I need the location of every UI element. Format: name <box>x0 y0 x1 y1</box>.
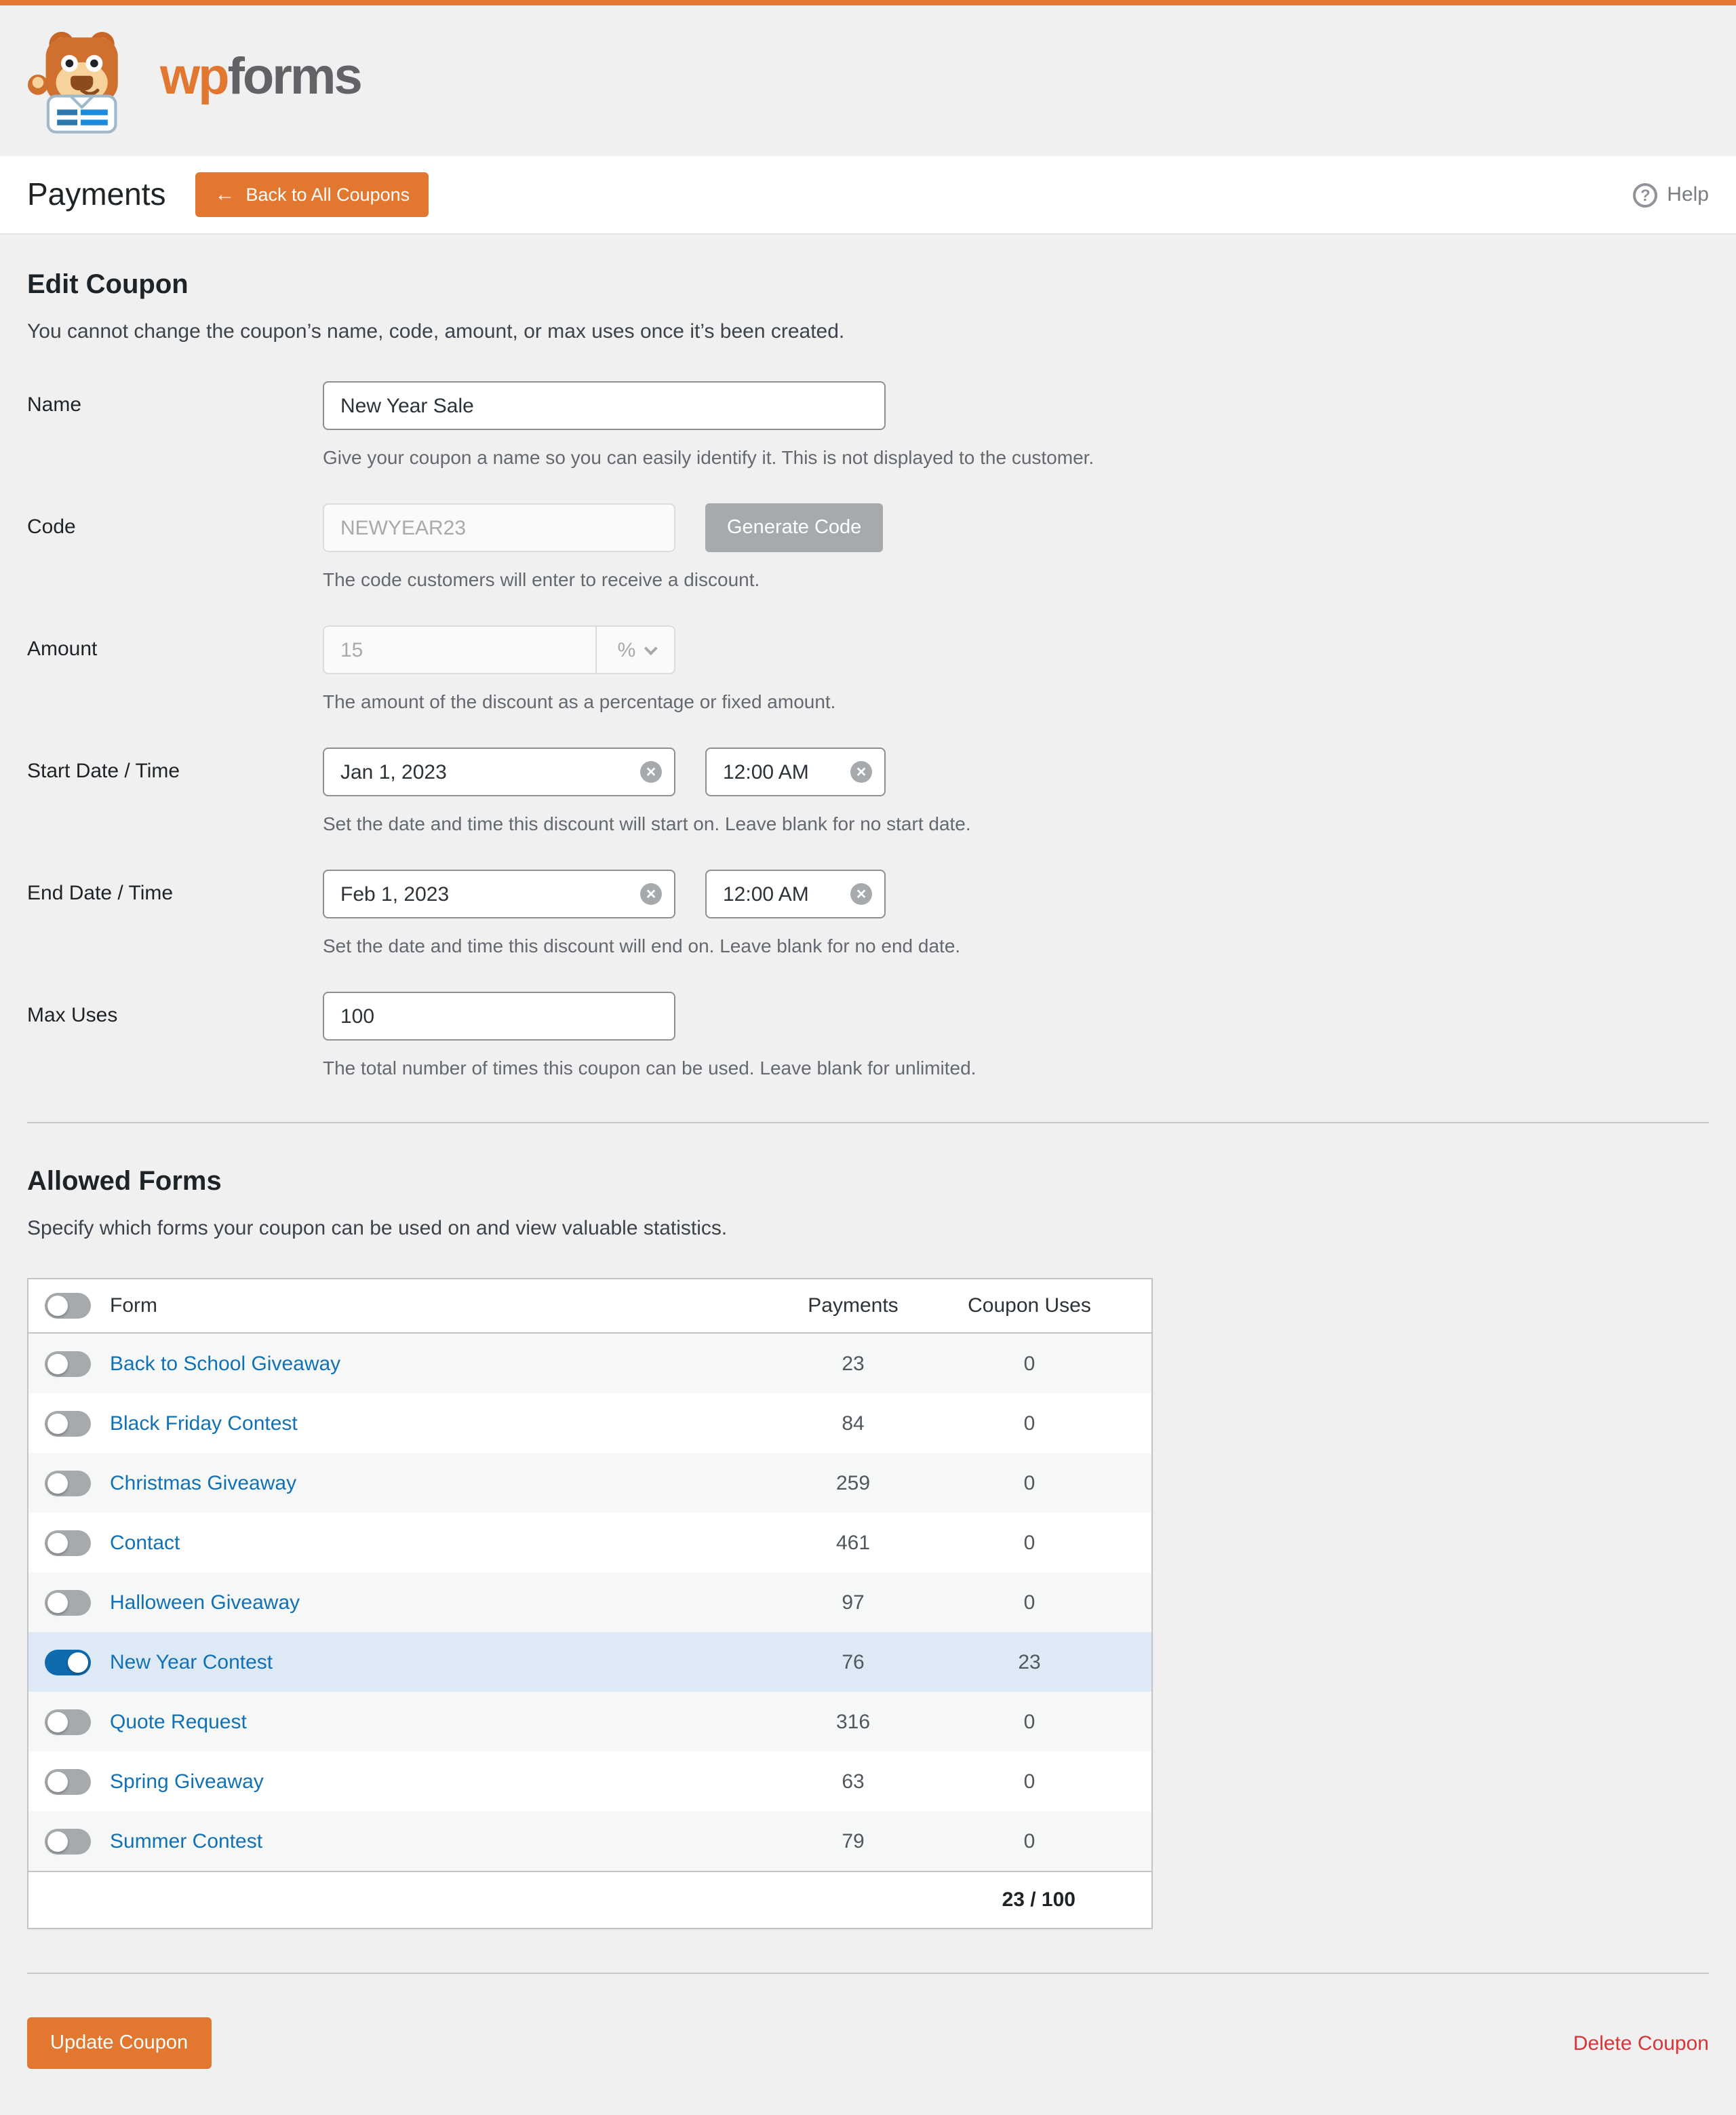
table-row <box>28 1393 1151 1453</box>
edit-coupon-description: You cannot change the coupon’s name, code, amount, or max uses once it’s been created. <box>27 320 845 343</box>
help-link[interactable] <box>1633 182 1709 207</box>
coupon-uses-count: 0 <box>1023 1710 1035 1733</box>
table-row <box>28 1632 1151 1692</box>
payments-count: 84 <box>842 1412 865 1435</box>
form-toggle[interactable] <box>45 1530 91 1555</box>
start-date-input[interactable] <box>323 748 675 796</box>
form-toggle[interactable] <box>45 1470 91 1496</box>
coupon-uses-count: 0 <box>1023 1829 1035 1852</box>
coupon-uses-count: 0 <box>1023 1531 1035 1554</box>
generate-code-button: Generate Code <box>705 503 883 552</box>
code-input <box>323 503 675 552</box>
form-link[interactable]: Summer Contest <box>110 1829 263 1852</box>
page-title: Payments <box>27 176 166 212</box>
coupon-uses-count: 0 <box>1023 1591 1035 1614</box>
coupon-uses-count: 23 <box>1018 1650 1041 1673</box>
clear-end-time-icon[interactable]: × <box>850 883 872 905</box>
max-uses-row <box>27 992 1709 1079</box>
edit-coupon-title: Edit Coupon <box>27 270 189 300</box>
table-row <box>28 1513 1151 1572</box>
payments-count: 76 <box>842 1650 865 1673</box>
coupon-uses-count: 0 <box>1023 1471 1035 1494</box>
amount-row <box>27 625 1709 712</box>
top-accent-bar <box>0 0 1736 5</box>
column-header-form: Form <box>110 1294 157 1317</box>
chevron-down-icon <box>644 641 657 655</box>
table-row <box>28 1811 1151 1871</box>
start-datetime-row <box>27 748 1709 834</box>
form-link[interactable]: Christmas Giveaway <box>110 1471 297 1494</box>
table-row <box>28 1453 1151 1513</box>
table-row <box>28 1692 1151 1751</box>
allowed-forms-table <box>27 1278 1153 1929</box>
coupon-uses-count: 0 <box>1023 1770 1035 1793</box>
amount-unit-select <box>595 627 674 673</box>
column-header-payments: Payments <box>808 1294 899 1317</box>
form-toggle[interactable] <box>45 1589 91 1615</box>
form-link[interactable]: Back to School Giveaway <box>110 1352 341 1375</box>
bear-mascot-icon <box>27 28 141 134</box>
name-helper: Give your coupon a name so you can easily identify it. This is not displayed to the customer. <box>323 446 1094 468</box>
form-toggle[interactable] <box>45 1709 91 1734</box>
start-label: Start Date / Time <box>27 760 180 783</box>
name-input[interactable] <box>323 381 886 430</box>
delete-coupon-link[interactable]: Delete Coupon <box>1573 2032 1709 2055</box>
max-uses-helper: The total number of times this coupon can be used. Leave blank for unlimited. <box>323 1057 976 1079</box>
form-toggle[interactable] <box>45 1410 91 1436</box>
toolbar <box>0 156 1736 235</box>
name-label: Name <box>27 393 82 416</box>
form-link[interactable]: Spring Giveaway <box>110 1770 264 1793</box>
payments-count: 316 <box>835 1710 871 1733</box>
amount-helper: The amount of the discount as a percentage or fixed amount. <box>323 691 836 712</box>
clear-start-time-icon[interactable]: × <box>850 761 872 783</box>
logo-header <box>0 5 1736 156</box>
max-uses-input[interactable] <box>323 992 675 1041</box>
table-footer-row <box>28 1871 1151 1928</box>
coupon-uses-count: 0 <box>1023 1352 1035 1375</box>
start-helper: Set the date and time this discount will start on. Leave blank for no start date. <box>323 813 971 834</box>
help-label: Help <box>1667 183 1709 206</box>
forms-table-body <box>28 1334 1151 1871</box>
clear-end-date-icon[interactable]: × <box>640 883 662 905</box>
help-icon: ? <box>1633 182 1657 207</box>
update-coupon-button[interactable]: Update Coupon <box>27 2017 211 2069</box>
payments-count: 23 <box>842 1352 865 1375</box>
payments-count: 63 <box>842 1770 865 1793</box>
back-button-label: Back to All Coupons <box>245 185 410 205</box>
back-arrow-icon: ← <box>214 183 235 206</box>
payments-count: 259 <box>835 1471 871 1494</box>
end-datetime-row <box>27 870 1709 956</box>
amount-input: 15 <box>340 638 363 661</box>
wordmark <box>160 48 361 111</box>
form-link[interactable]: Black Friday Contest <box>110 1412 298 1435</box>
footer-actions <box>27 2017 1709 2115</box>
toggle-all-forms[interactable] <box>45 1293 91 1319</box>
back-to-all-coupons-button[interactable] <box>196 172 429 217</box>
max-uses-label: Max Uses <box>27 1004 118 1027</box>
form-toggle[interactable] <box>45 1768 91 1794</box>
form-toggle[interactable] <box>45 1828 91 1854</box>
wpforms-logo <box>27 28 361 134</box>
code-label: Code <box>27 516 76 539</box>
form-link[interactable]: Halloween Giveaway <box>110 1591 300 1614</box>
table-row <box>28 1334 1151 1393</box>
wordmark-wp: wp <box>160 48 228 105</box>
allowed-forms-description: Specify which forms your coupon can be used on and view valuable statistics. <box>27 1217 728 1240</box>
end-date-input[interactable] <box>323 870 675 918</box>
table-header-row <box>28 1279 1151 1334</box>
end-helper: Set the date and time this discount will end on. Leave blank for no end date. <box>323 935 961 956</box>
amount-unit-value: % <box>617 638 636 661</box>
column-header-coupon-uses: Coupon Uses <box>968 1294 1091 1317</box>
form-toggle[interactable] <box>45 1351 91 1376</box>
payments-count: 461 <box>835 1531 871 1554</box>
form-link[interactable]: Quote Request <box>110 1710 247 1733</box>
table-row <box>28 1751 1151 1811</box>
end-label: End Date / Time <box>27 882 174 905</box>
coupon-uses-count: 0 <box>1023 1412 1035 1435</box>
allowed-forms-title: Allowed Forms <box>27 1167 222 1197</box>
form-link[interactable]: New Year Contest <box>110 1650 273 1673</box>
payments-count: 79 <box>842 1829 865 1852</box>
section-divider <box>27 1122 1709 1123</box>
payments-count: 97 <box>842 1591 865 1614</box>
form-link[interactable]: Contact <box>110 1531 180 1554</box>
code-helper: The code customers will enter to receive a discount. <box>323 568 760 590</box>
footer-divider <box>27 1973 1709 1974</box>
table-row <box>28 1572 1151 1632</box>
coupon-uses-total: 23 / 100 <box>1002 1888 1076 1912</box>
code-row <box>27 503 1709 590</box>
name-row <box>27 381 1709 468</box>
amount-input-group <box>323 625 675 674</box>
amount-label: Amount <box>27 638 98 661</box>
clear-start-date-icon[interactable]: × <box>640 761 662 783</box>
form-toggle[interactable] <box>45 1649 91 1675</box>
wordmark-forms: forms <box>227 48 361 105</box>
